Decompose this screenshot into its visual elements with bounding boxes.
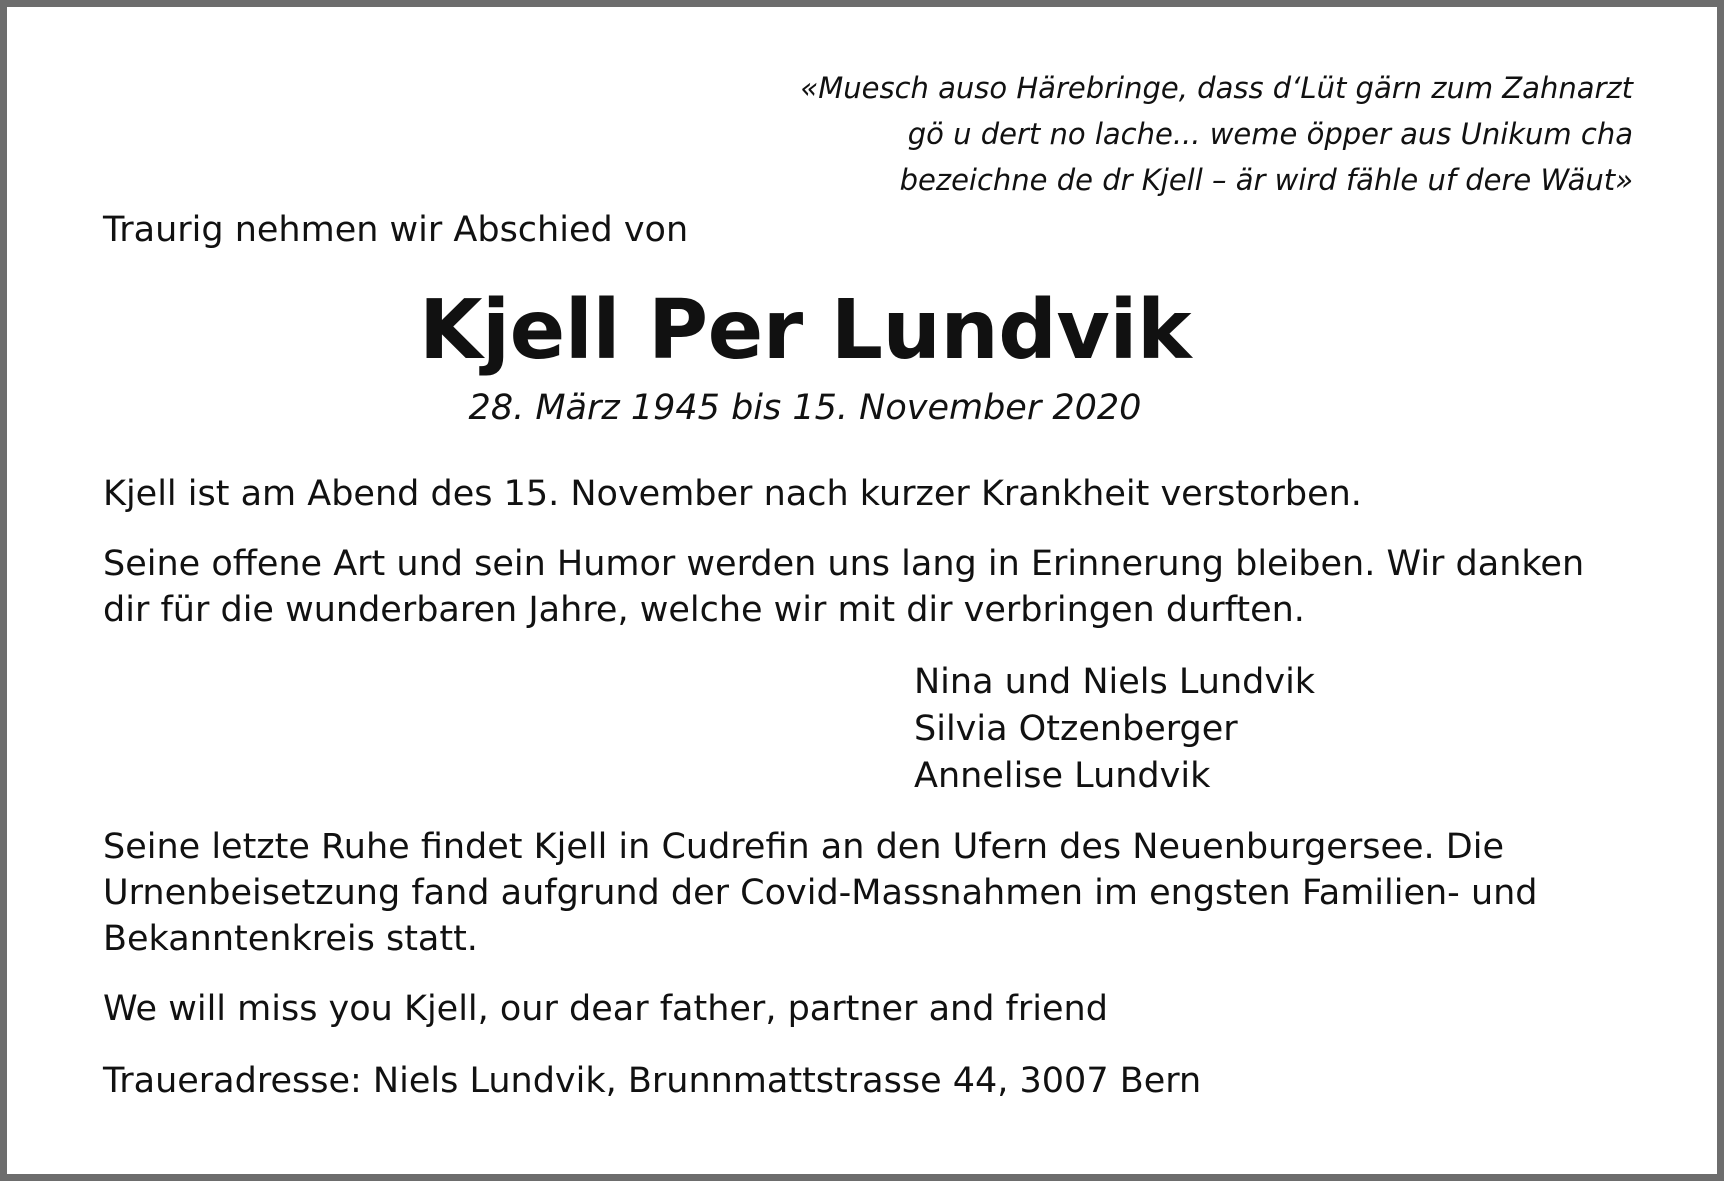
dialect-quote — [103, 65, 1637, 203]
signer-name: Annelise Lundvik — [914, 756, 1211, 796]
quote-line-3: bezeichne de dr Kjell – är wird fähle uf dere Wäut» — [899, 163, 1633, 197]
death-notice-paragraph: Kjell ist am Abend des 15. November nach kurzer Krankheit verstorben. — [103, 474, 1362, 514]
quote-line-1: «Muesch auso Härebringe, dass d‘Lüt gärn zum Zahnarzt — [800, 71, 1633, 105]
intro-text: Traurig nehmen wir Abschied von — [103, 210, 689, 250]
signers-list — [914, 659, 1637, 800]
tribute-line-2: dir für die wunderbaren Jahre, welche wir mit dir verbringen durften. — [103, 590, 1305, 630]
english-farewell: We will miss you Kjell, our dear father, partner and friend — [103, 989, 1108, 1029]
mourning-address: Traueradresse: Niels Lundvik, Brunnmattstrasse 44, 3007 Bern — [103, 1061, 1202, 1101]
quote-line-2: gö u dert no lache... weme öpper aus Unikum cha — [907, 117, 1633, 151]
obituary-content — [103, 65, 1637, 1104]
burial-line-1: Seine letzte Ruhe findet Kjell in Cudrefin an den Ufern des Neuenburgersee. Die — [103, 827, 1504, 867]
tribute-line-1: Seine offene Art und sein Humor werden uns lang in Erinnerung bleiben. Wir danken — [103, 544, 1585, 584]
life-dates: 28. März 1945 bis 15. November 2020 — [468, 388, 1142, 428]
deceased-name: Kjell Per Lundvik — [418, 283, 1192, 378]
burial-paragraph — [103, 824, 1637, 962]
signer-name: Silvia Otzenberger — [914, 709, 1238, 749]
burial-line-2: Urnenbeisetzung fand aufgrund der Covid-Massnahmen im engsten Familien- und — [103, 873, 1538, 913]
signer-name: Nina und Niels Lundvik — [914, 662, 1316, 702]
burial-line-3: Bekanntenkreis statt. — [103, 919, 478, 959]
tribute-paragraph — [103, 541, 1637, 633]
